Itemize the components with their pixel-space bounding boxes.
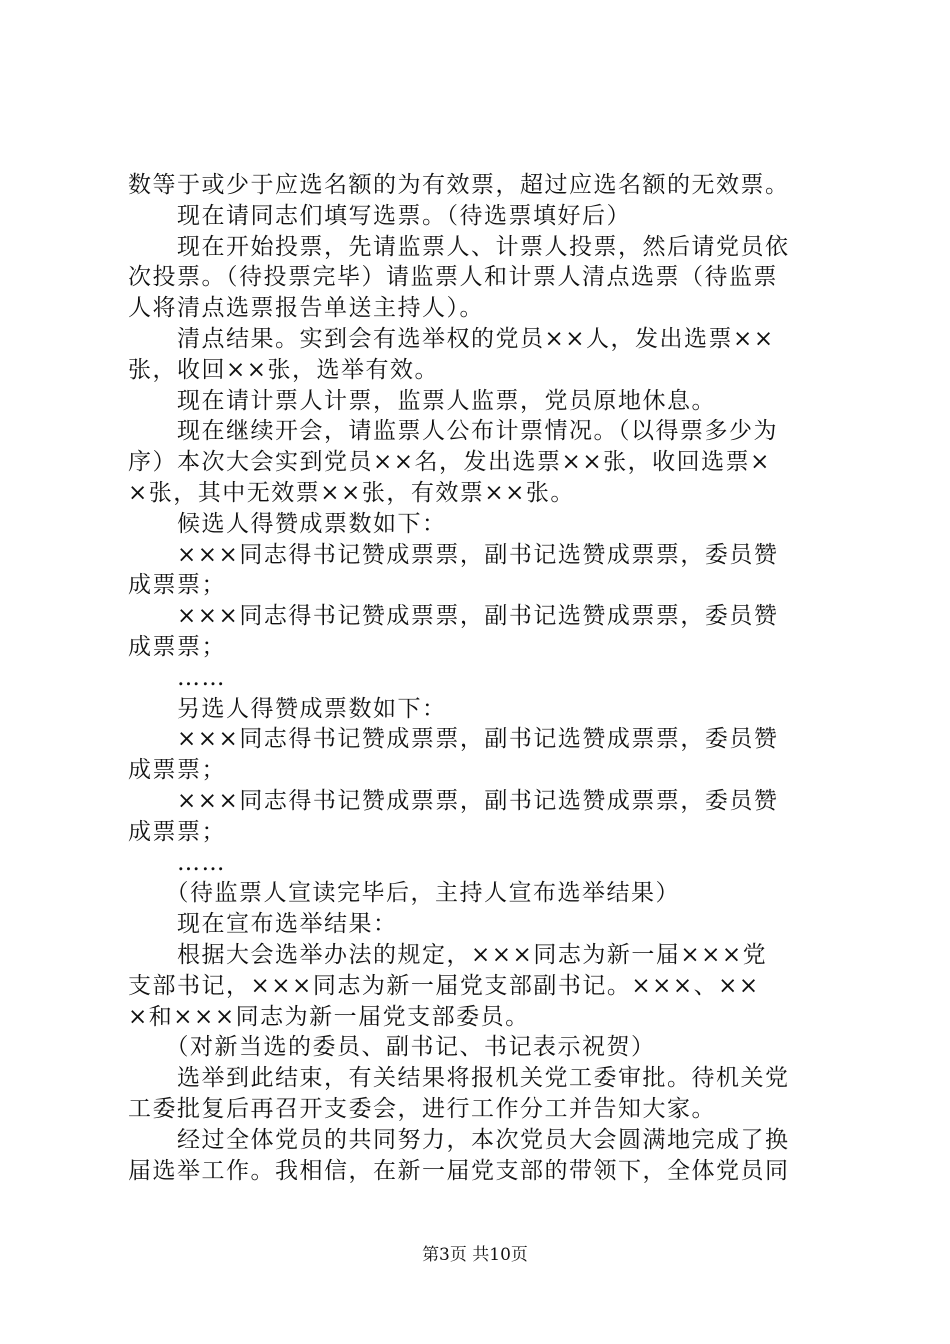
text-line: 成票票；: [128, 633, 226, 660]
text-line: 届选举工作。我相信，在新一届党支部的带领下，全体党员同: [128, 1157, 790, 1184]
text-line: 现在请同志们填写选票。（待选票填好后）: [128, 202, 631, 229]
text-line: 张，收回××张，选举有效。: [128, 356, 440, 383]
text-line: （待监票人宣读完毕后，主持人宣布选举结果）: [128, 880, 680, 907]
text-line: 选举到此结束，有关结果将报机关党工委审批。待机关党: [128, 1065, 790, 1092]
text-line: 数等于或少于应选名额的为有效票，超过应选名额的无效票。: [128, 172, 790, 198]
page-footer: 第3页 共10页: [422, 1245, 528, 1265]
text-line: 候选人得赞成票数如下：: [128, 510, 447, 537]
text-line: 根据大会选举办法的规定，×××同志为新一届×××党: [128, 941, 768, 968]
text-line: 现在宣布选举结果：: [128, 911, 398, 938]
text-line: ×××同志得书记赞成票票，副书记选赞成票票，委员赞: [128, 726, 779, 753]
text-line: 工委批复后再召开支委会，进行工作分工并告知大家。: [128, 1095, 716, 1122]
text-line: 次投票。（待投票完毕）请监票人和计票人清点选票（待监票: [128, 264, 778, 291]
text-line: 经过全体党员的共同努力，本次党员大会圆满地完成了换: [128, 1126, 790, 1153]
text-line: 清点结果。实到会有选举权的党员××人，发出选票××: [128, 325, 775, 352]
text-line: ……: [128, 849, 226, 876]
text-line: 现在请计票人计票，监票人监票，党员原地休息。: [128, 387, 716, 414]
text-line: 成票票；: [128, 757, 226, 784]
text-line: 另选人得赞成票数如下：: [128, 695, 447, 722]
text-line: ×××同志得书记赞成票票，副书记选赞成票票，委员赞: [128, 603, 779, 630]
text-line: ……: [128, 664, 226, 691]
text-line: ×××同志得书记赞成票票，副书记选赞成票票，委员赞: [128, 541, 779, 568]
text-line: 支部书记，×××同志为新一届党支部副书记。×××、××: [128, 972, 760, 999]
text-line: 成票票；: [128, 572, 226, 599]
text-line: ×和×××同志为新一届党支部委员。: [128, 1003, 530, 1030]
text-line: 现在开始投票，先请监票人、计票人投票，然后请党员依: [128, 233, 790, 260]
text-line: 成票票；: [128, 818, 226, 845]
text-line: 人将清点选票报告单送主持人）。: [128, 295, 484, 322]
text-line: 现在继续开会，请监票人公布计票情况。（以得票多少为: [128, 418, 778, 445]
text-line: ×张，其中无效票××张，有效票××张。: [128, 479, 575, 506]
text-line: 序）本次大会实到党员××名，发出选票××张，收回选票×: [128, 449, 771, 476]
text-line: （对新当选的委员、副书记、书记表示祝贺）: [128, 1034, 656, 1061]
text-line: ×××同志得书记赞成票票，副书记选赞成票票，委员赞: [128, 787, 779, 814]
document-body: [128, 170, 834, 1186]
